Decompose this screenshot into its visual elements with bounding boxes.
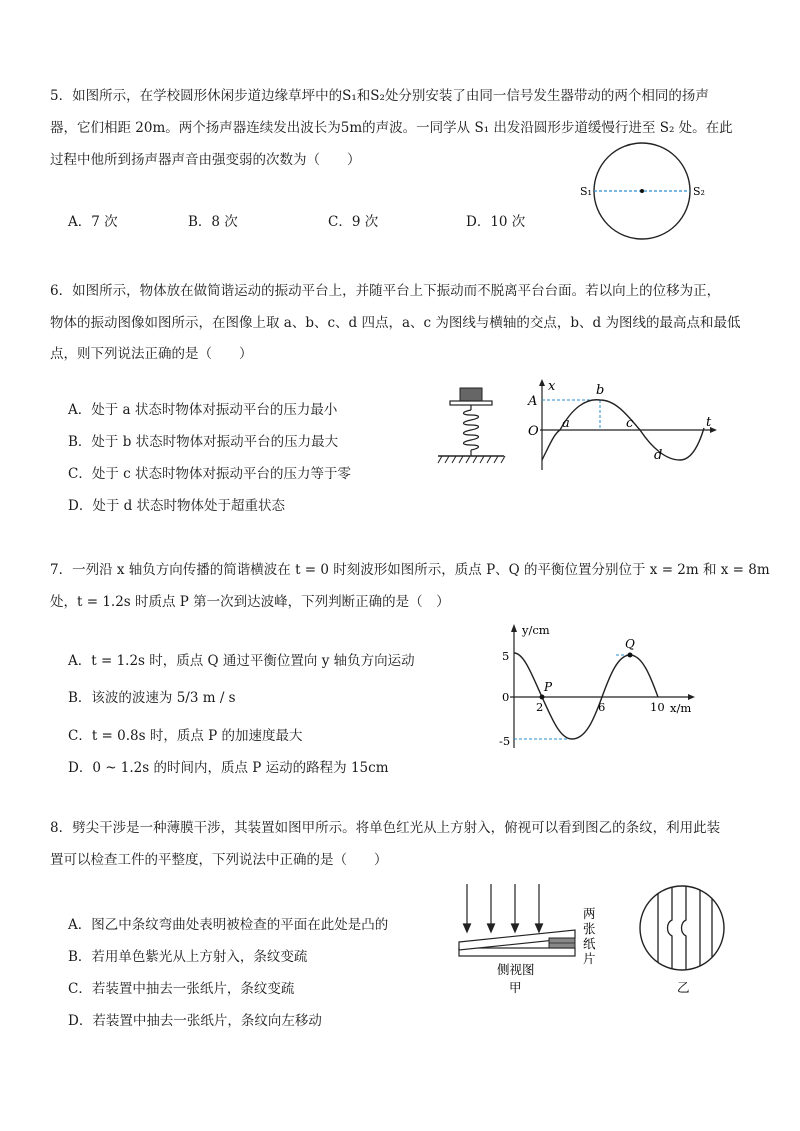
center-dot bbox=[640, 189, 644, 193]
paper-label-2: 张 bbox=[583, 921, 596, 936]
option-a[interactable]: A．7 次 bbox=[68, 214, 118, 230]
circle-track-figure bbox=[578, 138, 708, 250]
object-block bbox=[460, 388, 482, 401]
question-text-line: 5．如图所示，在学校圆形休闲步道边缘草坪中的S₁和S₂处分别安装了由同一信号发生器带动的两个相同的扬声 bbox=[50, 88, 709, 104]
wedge-apparatus-figure bbox=[455, 880, 615, 1004]
question-text-line: 过程中他所到扬声器声音由强变弱的次数为（ ） bbox=[50, 152, 361, 168]
option-c[interactable]: C．9 次 bbox=[328, 214, 379, 230]
x-tick-6: 6 bbox=[598, 700, 606, 714]
option-a[interactable]: A．处于 a 状态时物体对振动平台的压力最小 bbox=[68, 402, 338, 418]
x-label: x bbox=[548, 379, 556, 394]
option-d[interactable]: D．若装置中抽去一张纸片，条纹向左移动 bbox=[68, 1013, 322, 1029]
option-d[interactable]: D．0 ~ 1.2s 的时间内，质点 P 运动的路程为 15cm bbox=[68, 760, 389, 776]
option-b[interactable]: B．该波的波速为 5/3 m / s bbox=[68, 690, 236, 706]
option-a[interactable]: A．图乙中条纹弯曲处表明被检查的平面在此处是凸的 bbox=[68, 917, 389, 933]
question-text-line: 8．劈尖干涉是一种薄膜干涉，其装置如图甲所示。将单色红光从上方射入，俯视可以看到图乙的条纹，利用此装 bbox=[50, 820, 721, 836]
option-d[interactable]: D．处于 d 状态时物体处于超重状态 bbox=[68, 498, 286, 514]
wave-graph-figure bbox=[496, 620, 706, 759]
s1-label: S₁ bbox=[580, 185, 592, 198]
option-b[interactable]: B．若用单色紫光从上方射入，条纹变疏 bbox=[68, 949, 308, 965]
y-tick-5: 5 bbox=[502, 649, 510, 663]
x-axis-label: x/m bbox=[670, 701, 692, 715]
option-d[interactable]: D．10 次 bbox=[466, 214, 526, 230]
question-text-line: 处，t = 1.2s 时质点 P 第一次到达波峰，下列判断正确的是（ ） bbox=[50, 594, 450, 610]
question-text-line: 置可以检查工件的平整度，下列说法中正确的是（ ） bbox=[50, 852, 388, 868]
y-axis-label: y/cm bbox=[522, 623, 550, 637]
option-b[interactable]: B．8 次 bbox=[188, 214, 238, 230]
option-b[interactable]: B．处于 b 状态时物体对振动平台的压力最大 bbox=[68, 434, 339, 450]
point-p bbox=[540, 695, 545, 700]
point-a-label: a bbox=[562, 416, 570, 431]
q-label: Q bbox=[625, 637, 635, 651]
bent-fringe-1 bbox=[668, 880, 673, 980]
point-b-label: b bbox=[596, 383, 605, 398]
option-c[interactable]: C．处于 c 状态时物体对振动平台的压力等于零 bbox=[68, 466, 351, 482]
point-d-label: d bbox=[654, 448, 663, 463]
spring-platform-figure bbox=[436, 386, 506, 470]
s2-label: S₂ bbox=[693, 185, 705, 198]
x-tick-10: 10 bbox=[650, 700, 665, 714]
p-label: P bbox=[544, 680, 553, 694]
platform-plate bbox=[450, 401, 492, 405]
bottom-plate bbox=[459, 948, 575, 956]
interference-fringes-figure bbox=[634, 880, 734, 1004]
amplitude-label: A bbox=[528, 394, 538, 409]
question-text-line: 器，它们相距 20m。两个扬声器连续发出波长为5m的声波。一同学从 S₁ 出发沿圆形步道缓慢行进至 S₂ 处。在此 bbox=[50, 120, 733, 136]
option-a[interactable]: A．t = 1.2s 时，质点 Q 通过平衡位置向 y 轴负方向运动 bbox=[68, 653, 415, 669]
t-label: t bbox=[706, 415, 712, 430]
question-text-line: 点，则下列说法正确的是（ ） bbox=[50, 346, 253, 362]
vibration-graph-figure bbox=[520, 378, 720, 477]
figure-jia-label: 甲 bbox=[509, 980, 522, 995]
paper-label-3: 纸 bbox=[583, 936, 596, 951]
question-text-line: 7．一列沿 x 轴负方向传播的简谐横波在 t = 0 时刻波形如图所示，质点 P、Q 的平衡位置分别位于 x = 2m 和 x = 8m bbox=[50, 562, 770, 578]
option-c[interactable]: C．t = 0.8s 时，质点 P 的加速度最大 bbox=[68, 728, 303, 744]
paper-label-4: 片 bbox=[583, 951, 596, 966]
wave-curve bbox=[514, 653, 658, 739]
point-q bbox=[628, 653, 633, 658]
x-tick-2: 2 bbox=[536, 700, 544, 714]
paper-label-1: 两 bbox=[583, 906, 596, 921]
figure-yi-label: 乙 bbox=[677, 980, 690, 995]
bent-fringe-2 bbox=[682, 880, 687, 980]
y-tick-0: 0 bbox=[502, 690, 510, 704]
side-view-label: 侧视图 bbox=[497, 962, 535, 977]
question-text-line: 6．如图所示，物体放在做简谐运动的振动平台上，并随平台上下振动而不脱离平台台面。若以向上的位移为正， bbox=[50, 283, 721, 299]
question-text-line: 物体的振动图像如图所示，在图像上取 a、b、c、d 四点，a、c 为图线与横轴的交点，b、d 为图线的最高点和最低 bbox=[50, 315, 741, 331]
option-c[interactable]: C．若装置中抽去一张纸片，条纹变疏 bbox=[68, 981, 295, 997]
spring-coil bbox=[464, 410, 479, 450]
origin-label: O bbox=[528, 424, 539, 439]
y-tick-neg5: -5 bbox=[499, 734, 511, 748]
point-c-label: c bbox=[626, 416, 634, 431]
